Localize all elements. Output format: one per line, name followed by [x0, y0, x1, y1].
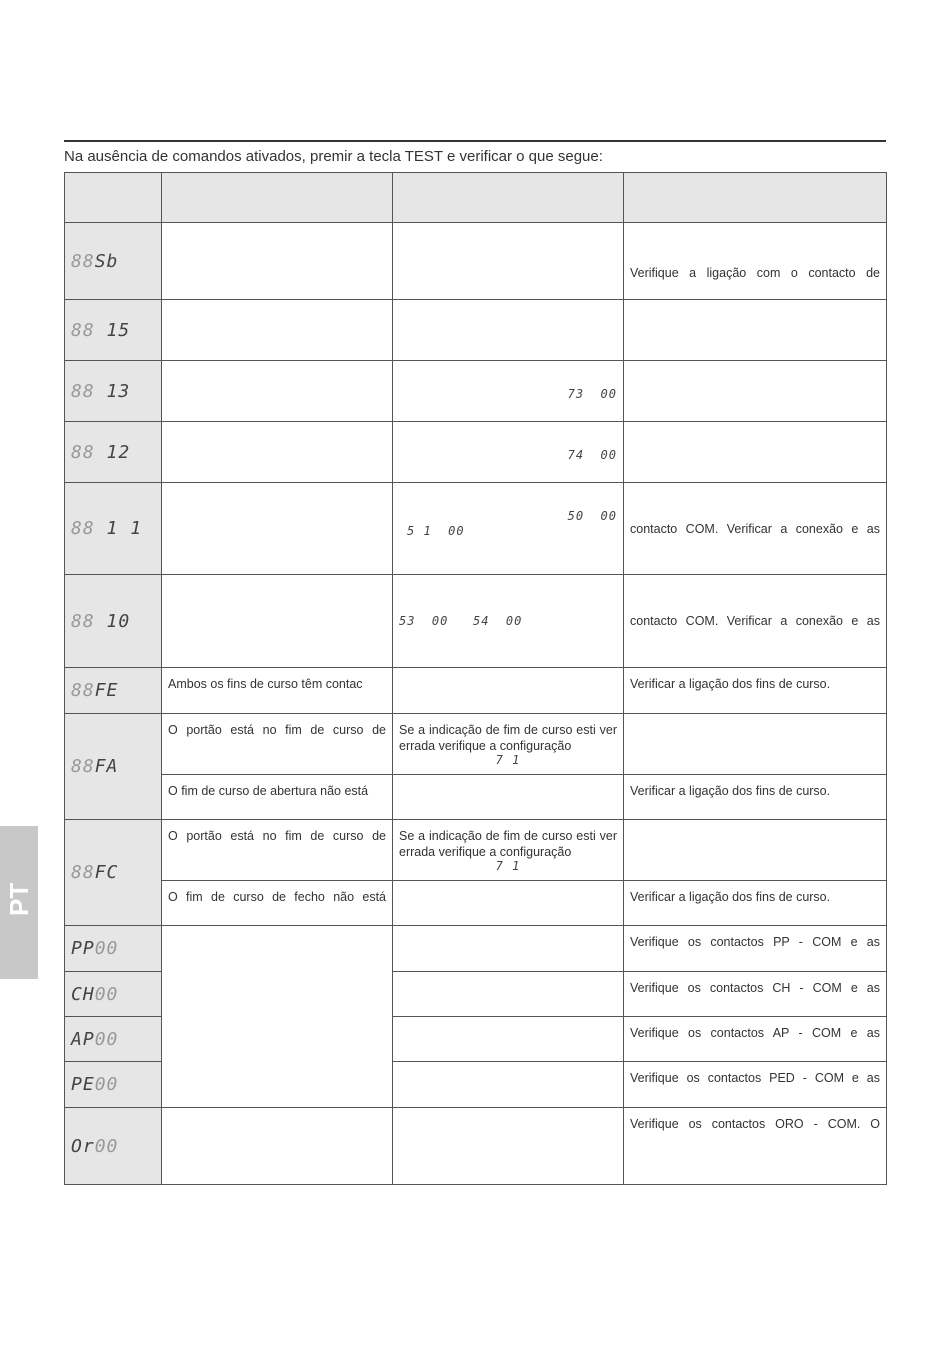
description-cell: O fim de curso de abertura não está: [162, 775, 393, 820]
header-rule: [64, 140, 886, 142]
action-cell: contacto COM. Verificar a conexão e as: [624, 575, 887, 668]
test-table: [64, 172, 887, 1185]
description-cell: [162, 575, 393, 668]
description-cell: [162, 223, 393, 300]
display-code: 88FA: [65, 714, 162, 820]
display-code: 88Sb: [65, 223, 162, 300]
description-cell: [162, 926, 393, 1108]
display-code: 88 1 1: [65, 483, 162, 575]
action-cell: Verificar a ligação dos fins de curso.: [624, 881, 887, 926]
cause-cell: [393, 881, 624, 926]
cause-cell: Se a indicação de fim de curso esti ver errada verifique a configuração 7 1: [393, 714, 624, 775]
table-row: [65, 775, 887, 820]
header-cell-description: [162, 173, 393, 223]
cause-cell: 74 00: [393, 422, 624, 483]
cause-cell: 53 00 54 00: [393, 575, 624, 668]
action-cell: [624, 361, 887, 422]
cause-cell: [393, 1062, 624, 1108]
intro-text: Na ausência de comandos ativados, premir a tecla TEST e verificar o que segue:: [64, 148, 603, 165]
cause-cell: [393, 1108, 624, 1185]
cause-cell: [393, 668, 624, 714]
display-code: 88 12: [65, 422, 162, 483]
table-row: [65, 820, 887, 881]
action-cell: Verifique os contactos AP - COM e as: [624, 1017, 887, 1062]
header-row: [65, 173, 887, 223]
cause-cell: [393, 775, 624, 820]
header-cell-action: [624, 173, 887, 223]
table-row: [65, 300, 887, 361]
description-cell: O fim de curso de fecho não está: [162, 881, 393, 926]
action-cell: Verificar a ligação dos fins de curso.: [624, 775, 887, 820]
table-row: [65, 422, 887, 483]
action-cell: [624, 820, 887, 881]
cause-cell: 50 00 5 1 00: [393, 483, 624, 575]
header-cell-display: [65, 173, 162, 223]
action-cell: Verifique os contactos ORO - COM. O: [624, 1108, 887, 1185]
action-cell: [624, 300, 887, 361]
table-row: [65, 223, 887, 300]
action-cell: Verifique a ligação com o contacto de: [624, 223, 887, 300]
action-cell: contacto COM. Verificar a conexão e as: [624, 483, 887, 575]
display-code: 88FE: [65, 668, 162, 714]
description-cell: O portão está no fim de curso de: [162, 820, 393, 881]
cause-cell: 73 00: [393, 361, 624, 422]
cause-cell: [393, 926, 624, 972]
display-code: 88FC: [65, 820, 162, 926]
table-row: [65, 668, 887, 714]
language-label: PT: [4, 882, 34, 916]
display-code: PP00: [65, 926, 162, 972]
language-side-tab: [0, 826, 38, 979]
table-row: [65, 361, 887, 422]
description-cell: [162, 1108, 393, 1185]
cause-cell: [393, 1017, 624, 1062]
table-row: [65, 881, 887, 926]
table-row: [65, 575, 887, 668]
action-cell: [624, 422, 887, 483]
description-cell: O portão está no fim de curso de: [162, 714, 393, 775]
display-code: Or00: [65, 1108, 162, 1185]
display-code: 88 10: [65, 575, 162, 668]
cause-cell: [393, 223, 624, 300]
table-row: [65, 714, 887, 775]
display-code: 88 15: [65, 300, 162, 361]
header-cell-cause: [393, 173, 624, 223]
table-row: [65, 1108, 887, 1185]
display-code: PE00: [65, 1062, 162, 1108]
action-cell: Verifique os contactos PED - COM e as: [624, 1062, 887, 1108]
action-cell: [624, 714, 887, 775]
cause-cell: [393, 300, 624, 361]
display-code: 88 13: [65, 361, 162, 422]
action-cell: Verifique os contactos PP - COM e as: [624, 926, 887, 972]
description-cell: [162, 300, 393, 361]
table-row: [65, 926, 887, 972]
description-cell: Ambos os fins de curso têm contac: [162, 668, 393, 714]
cause-cell: Se a indicação de fim de curso esti ver errada verifique a configuração 7 1: [393, 820, 624, 881]
description-cell: [162, 422, 393, 483]
display-code: AP00: [65, 1017, 162, 1062]
action-cell: Verificar a ligação dos fins de curso.: [624, 668, 887, 714]
display-code: CH00: [65, 972, 162, 1017]
action-cell: Verifique os contactos CH - COM e as: [624, 972, 887, 1017]
description-cell: [162, 361, 393, 422]
table-row: [65, 483, 887, 575]
description-cell: [162, 483, 393, 575]
cause-cell: [393, 972, 624, 1017]
